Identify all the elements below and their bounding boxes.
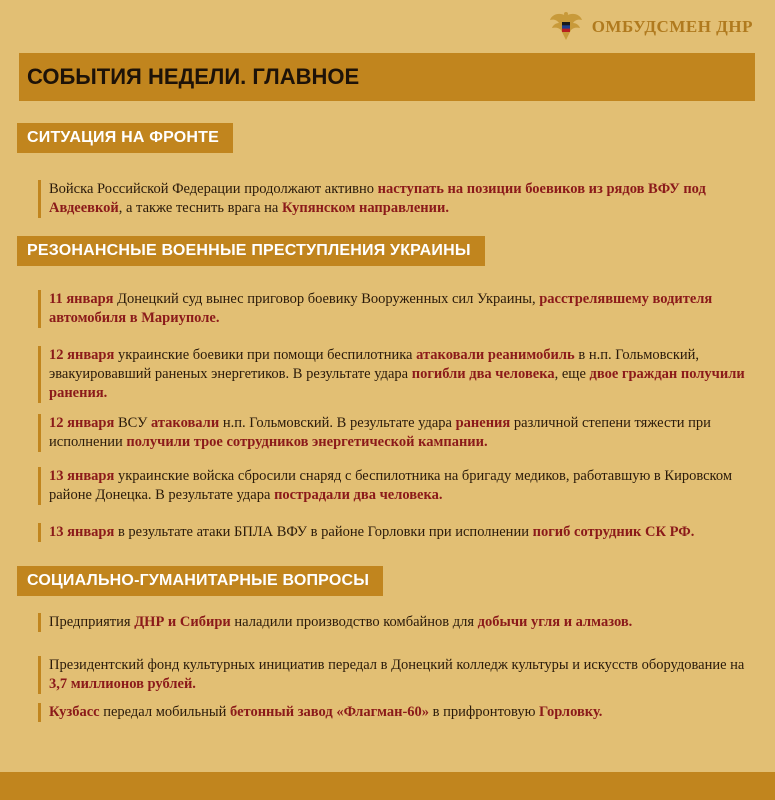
body-text: Войска Российской Федерации продолжают активно bbox=[49, 181, 378, 197]
highlight-text: 12 января bbox=[49, 415, 115, 431]
page-title-bar bbox=[19, 53, 755, 101]
highlight-text: атаковали bbox=[151, 415, 220, 431]
highlight-text: Кузбасс bbox=[49, 704, 100, 720]
highlight-text: ДНР и Сибири bbox=[134, 614, 231, 630]
highlight-text: атаковали реанимобиль bbox=[416, 347, 575, 363]
section-label-front bbox=[17, 123, 233, 153]
body-text: наладили производство комбайнов для bbox=[230, 614, 478, 630]
highlight-text: 13 января bbox=[49, 468, 115, 484]
body-text: ВСУ bbox=[114, 415, 151, 431]
body-text: Президентский фонд культурных инициатив передал в Донецкий колледж культуры и искусств оборудование на bbox=[49, 657, 745, 673]
highlight-text: погиб сотрудник СК РФ. bbox=[532, 524, 695, 540]
highlight-text: расстрелявшему водителя автомобиля в Мариуполе. bbox=[49, 291, 713, 326]
news-item bbox=[38, 703, 748, 722]
highlight-text: Горловку. bbox=[539, 704, 603, 720]
highlight-text: 3,7 миллионов рублей. bbox=[49, 676, 196, 692]
brand-name: ОМБУДСМЕН ДНР bbox=[591, 17, 753, 36]
body-text: в результате атаки БПЛА ВФУ в районе Горловки при исполнении bbox=[114, 524, 533, 540]
highlight-text: наступать на позиции боевиков из рядов ВФУ под Авдеевкой bbox=[49, 181, 706, 216]
highlight-text: ранения bbox=[455, 415, 511, 431]
highlight-text: бетонный завод «Флагман-60» bbox=[230, 704, 430, 720]
coat-of-arms-icon bbox=[548, 10, 584, 44]
news-item bbox=[38, 346, 748, 403]
body-text: н.п. Гольмовский. В результате удара bbox=[219, 415, 456, 431]
body-text: , а также теснить врага на bbox=[118, 200, 282, 216]
body-text: , еще bbox=[554, 366, 590, 382]
body-text: украинские войска сбросили снаряд с беспилотника на бригаду медиков, работавшую в Кировском районе Донецка. В результате удара bbox=[49, 468, 732, 503]
news-item bbox=[38, 290, 748, 328]
body-text: в н.п. Гольмовский, эвакуировавший раненых энергетиков. В результате удара bbox=[49, 347, 700, 382]
section-title: СИТУАЦИЯ НА ФРОНТЕ bbox=[27, 129, 219, 146]
body-text: передал мобильный bbox=[99, 704, 231, 720]
highlight-text: пострадали два человека. bbox=[274, 487, 443, 503]
highlight-text: 13 января bbox=[49, 524, 115, 540]
news-item bbox=[38, 523, 748, 542]
section-label-social bbox=[17, 566, 383, 596]
body-text: Предприятия bbox=[49, 614, 135, 630]
section-title: РЕЗОНАНСНЫЕ ВОЕННЫЕ ПРЕСТУПЛЕНИЯ УКРАИНЫ bbox=[27, 242, 471, 259]
news-item bbox=[38, 656, 748, 694]
bottom-bar bbox=[0, 772, 775, 800]
section-title: СОЦИАЛЬНО-ГУМАНИТАРНЫЕ ВОПРОСЫ bbox=[27, 572, 370, 589]
news-item bbox=[38, 613, 748, 632]
news-item bbox=[38, 180, 748, 218]
section-label-war-crimes bbox=[17, 236, 485, 266]
page-title: СОБЫТИЯ НЕДЕЛИ. ГЛАВНОЕ bbox=[27, 64, 360, 89]
body-text: Донецкий суд вынес приговор боевику Вооруженных сил Украины, bbox=[113, 291, 540, 307]
highlight-text: получили трое сотрудников энергетической кампании. bbox=[126, 434, 488, 450]
body-text: украинские боевики при помощи беспилотника bbox=[114, 347, 417, 363]
highlight-text: добычи угля и алмазов. bbox=[477, 614, 633, 630]
highlight-text: 11 января bbox=[49, 291, 114, 307]
news-item bbox=[38, 414, 748, 452]
body-text: в прифронтовую bbox=[429, 704, 540, 720]
highlight-text: погибли два человека bbox=[411, 366, 555, 382]
brand bbox=[548, 10, 753, 44]
news-item bbox=[38, 467, 748, 505]
highlight-text: 12 января bbox=[49, 347, 115, 363]
highlight-text: Купянском направлении. bbox=[281, 200, 449, 216]
body-text: различной степени тяжести при исполнении bbox=[49, 415, 711, 450]
highlight-text: двое граждан получили ранения. bbox=[49, 366, 745, 401]
